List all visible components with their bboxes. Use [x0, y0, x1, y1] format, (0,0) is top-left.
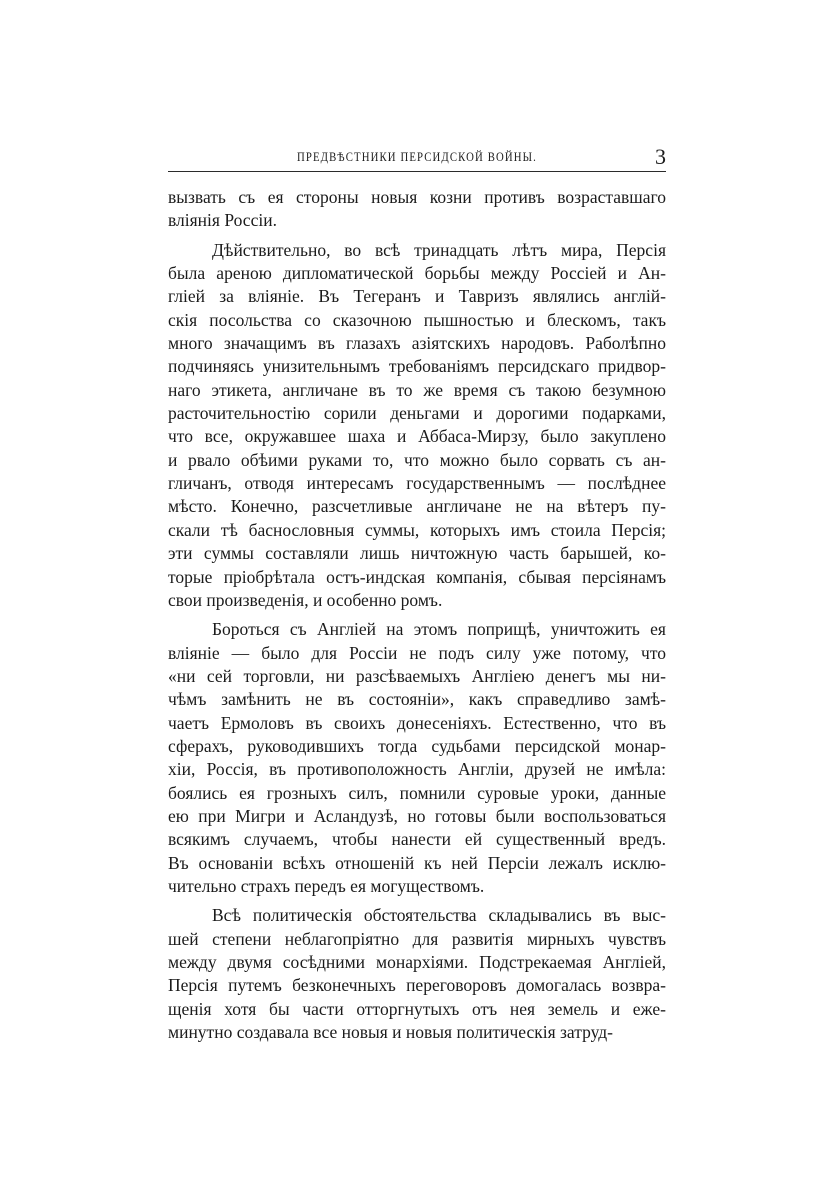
- paragraph: [168, 186, 666, 233]
- text-line: свои произведенія, и особенно ромъ.: [168, 589, 443, 610]
- text-line: много значащимъ въ глазахъ азіятскихъ народовъ. Раболѣпно: [168, 333, 666, 354]
- paragraph: [168, 239, 666, 613]
- text-line: вліянія Россіи.: [168, 210, 277, 231]
- text-line: что все, окружавшее шаха и Аббаса-Мирзу, было закуплено: [168, 426, 666, 447]
- body-text: [168, 186, 666, 1044]
- text-line: скали тѣ баснословныя суммы, которыхъ имъ стоила Персія;: [168, 519, 666, 540]
- text-line: торые пріобрѣтала остъ-индская компанія, сбывая персіянамъ: [168, 566, 666, 587]
- text-line: чѣмъ замѣнить не въ состояніи», какъ справедливо замѣ-: [168, 689, 666, 710]
- text-line: была ареною дипломатической борьбы между Россіей и Ан-: [168, 263, 666, 284]
- text-line: скія посольства со сказочною пышностью и блескомъ, такъ: [168, 309, 666, 330]
- text-line: боялись ея грозныхъ силъ, помнили суровые уроки, данные: [168, 782, 666, 803]
- text-line: гличанъ, отводя интересамъ государственнымъ — послѣднее: [168, 473, 666, 494]
- text-line: всякимъ случаемъ, чтобы нанести ей существенный вредъ.: [168, 829, 666, 850]
- text-line: и рвало обѣими руками то, что можно было сорвать съ ан-: [168, 449, 666, 470]
- text-line: хіи, Россія, въ противоположность Англіи, друзей не имѣла:: [168, 759, 666, 780]
- text-line: щенія хотя бы части отторгнутыхъ отъ нея земель и еже-: [168, 998, 666, 1019]
- text-line: чительно страхъ передъ ея могуществомъ.: [168, 875, 485, 896]
- running-title: ПРЕДВѢСТНИКИ ПЕРСИДСКОЙ ВОЙНЫ.: [297, 150, 537, 164]
- text-line: чаетъ Ермоловъ въ своихъ донесеніяхъ. Естественно, что въ: [168, 712, 666, 733]
- text-line: вліяніе — было для Россіи не подъ силу уже потому, что: [168, 642, 666, 663]
- text-line: «ни сей торговли, ни разсѣваемыхъ Англіею денегъ мы ни-: [168, 665, 666, 686]
- text-line: подчиняясь унизительнымъ требованіямъ персидскаго придвор-: [168, 356, 666, 377]
- text-line: между двумя сосѣдними монархіями. Подстрекаемая Англіей,: [168, 952, 666, 972]
- text-line: Въ основаніи всѣхъ отношеній къ ней Персіи лежалъ исклю-: [168, 852, 666, 873]
- text-line: мѣсто. Конечно, разсчетливые англичане не на вѣтеръ пу-: [168, 496, 666, 517]
- text-line: сферахъ, руководившихъ тогда судьбами персидской монар-: [168, 735, 666, 756]
- text-line: эти суммы составляли лишь ничтожную часть барышей, ко-: [168, 543, 666, 564]
- header-rule: [168, 171, 666, 172]
- text-line: минутно создавала все новыя и новыя политическія затруд-: [168, 1022, 613, 1043]
- running-head: [168, 146, 666, 170]
- text-line: Дѣйствительно, во всѣ тринадцать лѣтъ мира, Персія: [212, 239, 666, 260]
- text-line: шей степени неблагопріятно для развитія мирныхъ чувствъ: [168, 928, 666, 949]
- paragraph: [168, 618, 666, 898]
- text-line: ею при Мигри и Асландузѣ, но готовы были воспользоваться: [168, 805, 666, 826]
- paragraph: [168, 904, 666, 1044]
- text-line: расточительностію сорили деньгами и дорогими подарками,: [168, 403, 666, 424]
- text-line: Всѣ политическія обстоятельства складывались въ выс-: [212, 905, 666, 926]
- text-line: вызвать съ ея стороны новыя козни противъ возраставшаго: [168, 187, 666, 207]
- text-line: Бороться съ Англіей на этомъ поприщѣ, уничтожить ея: [212, 619, 666, 640]
- text-line: наго этикета, англичане въ то же время съ такою безумною: [168, 379, 666, 400]
- text-line: Персія путемъ безконечныхъ переговоровъ домогалась возвра-: [168, 975, 666, 996]
- page-number: 3: [655, 144, 666, 169]
- text-line: гліей за вліяніе. Въ Тегеранъ и Тавризъ являлись англій-: [168, 286, 666, 307]
